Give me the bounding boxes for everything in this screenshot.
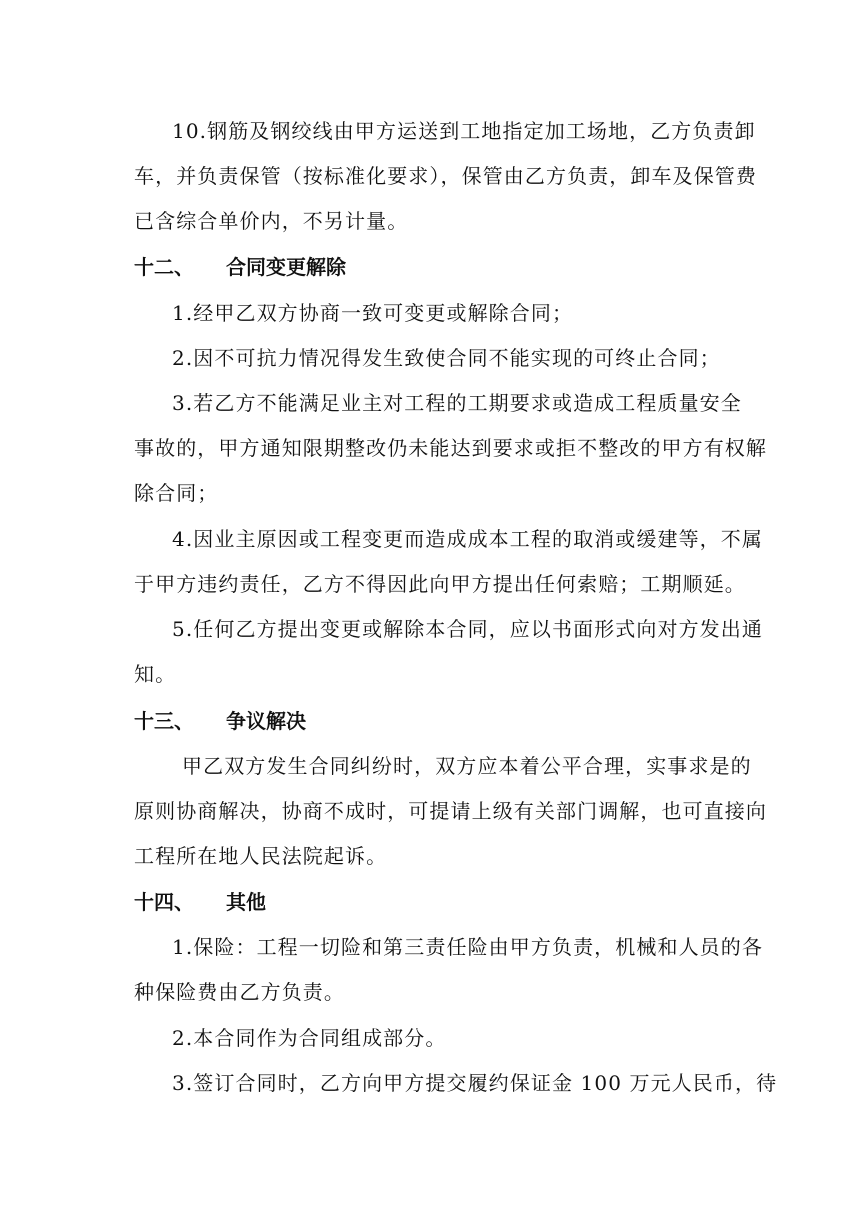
section-heading bbox=[134, 889, 266, 915]
paragraph-line: 除合同； bbox=[134, 481, 219, 505]
paragraph-line: 甲乙双方发生合同纠纷时，双方应本着公平合理，实事求是的 bbox=[182, 754, 752, 778]
paragraph-line: 10.钢筋及钢绞线由甲方运送到工地指定加工场地，乙方负责卸 bbox=[172, 119, 756, 143]
paragraph-line: 已含综合单价内，不另计量。 bbox=[134, 209, 409, 233]
paragraph-line: 2.因不可抗力情况得发生致使合同不能实现的可终止合同； bbox=[172, 346, 721, 370]
section-number: 十四、 bbox=[134, 890, 194, 914]
paragraph-line: 4.因业主原因或工程变更而造成成本工程的取消或缓建等，不属 bbox=[172, 527, 763, 551]
paragraph-line: 3.签订合同时，乙方向甲方提交履约保证金 100 万元人民币，待 bbox=[172, 1071, 778, 1095]
section-number: 十二、 bbox=[134, 255, 194, 279]
section-title: 合同变更解除 bbox=[226, 255, 346, 279]
paragraph-line: 于甲方违约责任，乙方不得因此向甲方提出任何索赔；工期顺延。 bbox=[134, 572, 746, 596]
paragraph-line: 原则协商解决，协商不成时，可提请上级有关部门调解，也可直接向 bbox=[134, 799, 767, 823]
section-title: 争议解决 bbox=[226, 709, 306, 733]
paragraph-line: 工程所在地人民法院起诉。 bbox=[134, 844, 388, 868]
paragraph-line: 种保险费由乙方负责。 bbox=[134, 980, 345, 1004]
paragraph-line: 1.保险：工程一切险和第三责任险由甲方负责，机械和人员的各 bbox=[172, 935, 763, 959]
section-number: 十三、 bbox=[134, 709, 194, 733]
paragraph-line: 3.若乙方不能满足业主对工程的工期要求或造成工程质量安全 bbox=[172, 391, 742, 415]
paragraph-line: 知。 bbox=[134, 662, 177, 686]
paragraph-line: 1.经甲乙双方协商一致可变更或解除合同； bbox=[172, 301, 574, 325]
paragraph-line: 事故的，甲方通知限期整改仍未能达到要求或拒不整改的甲方有权解 bbox=[134, 436, 767, 460]
section-heading bbox=[134, 254, 346, 280]
section-heading bbox=[134, 708, 306, 734]
paragraph-line: 车，并负责保管（按标准化要求），保管由乙方负责，卸车及保管费 bbox=[134, 164, 757, 188]
paragraph-line: 5.任何乙方提出变更或解除本合同，应以书面形式向对方发出通 bbox=[172, 617, 763, 641]
section-title: 其他 bbox=[226, 890, 266, 914]
paragraph-line: 2.本合同作为合同组成部分。 bbox=[172, 1026, 447, 1050]
